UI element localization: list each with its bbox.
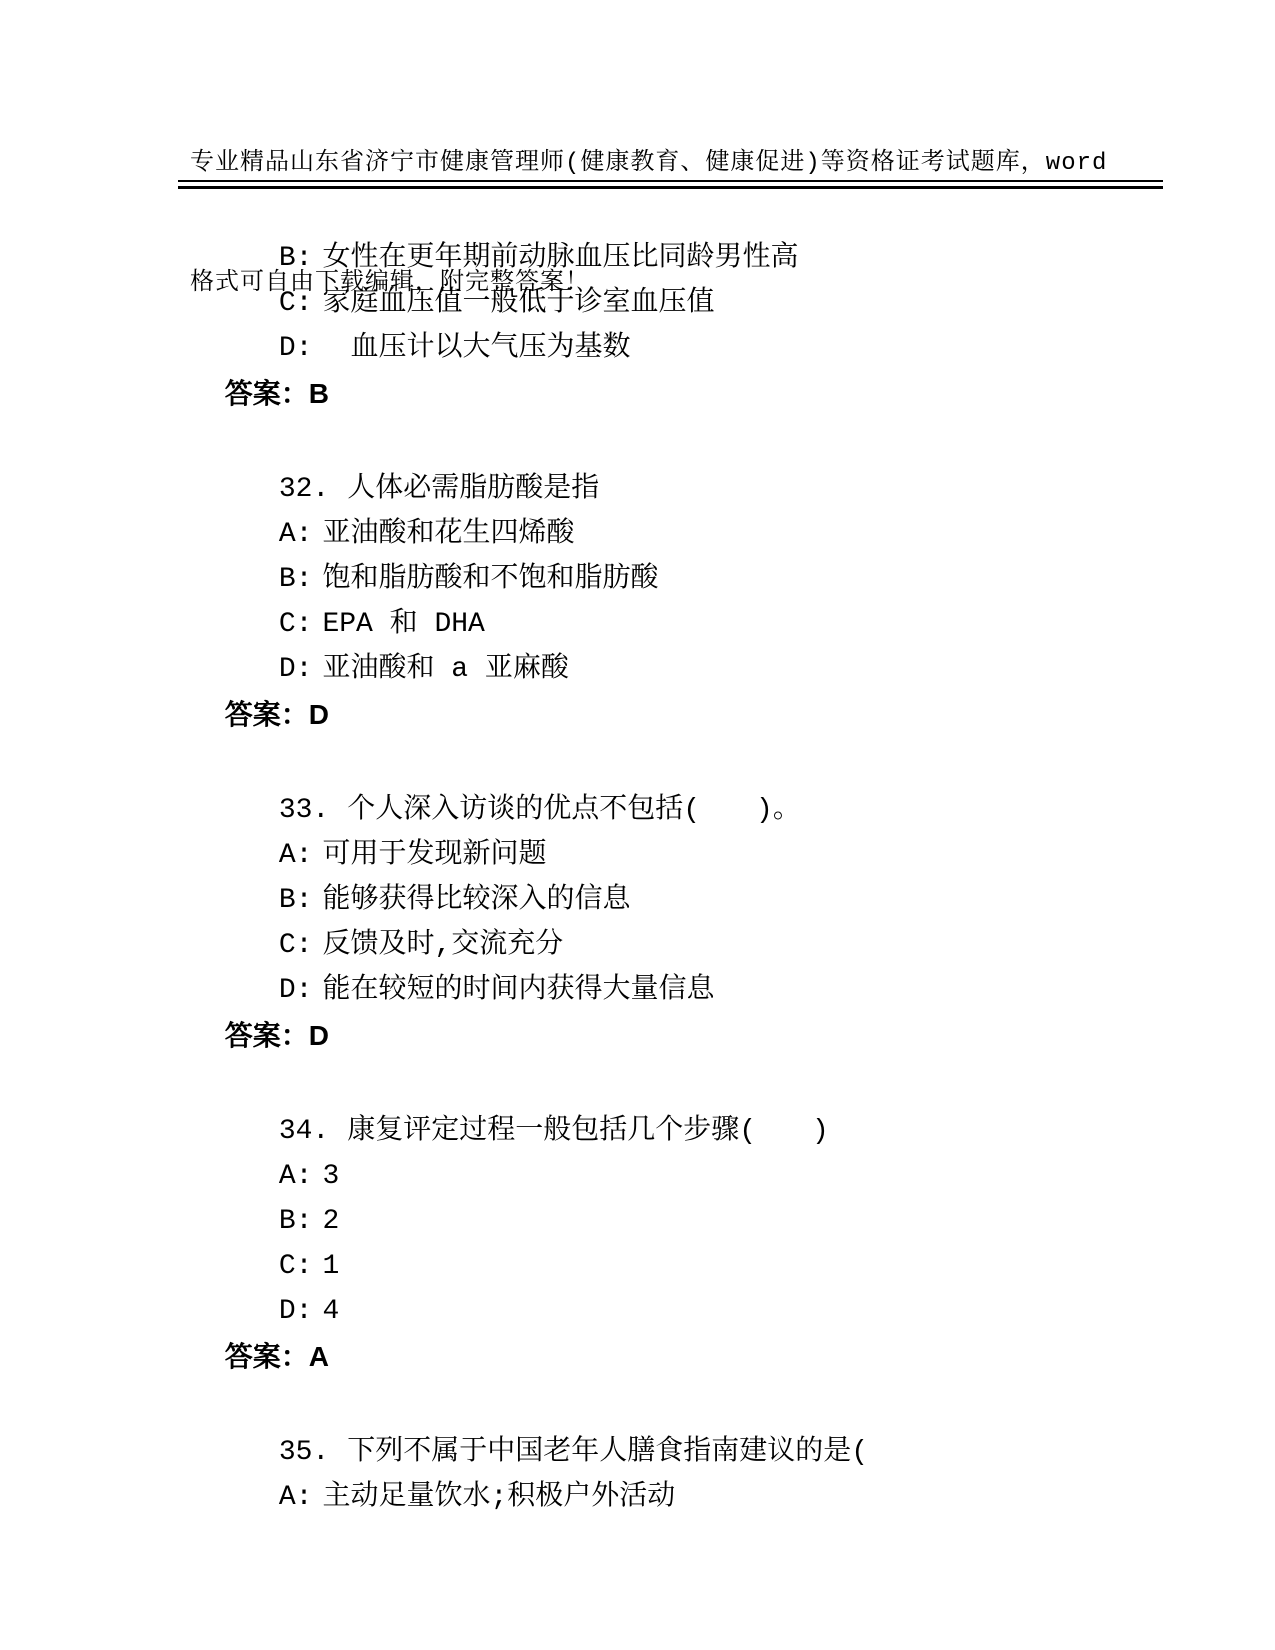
option-label: A: bbox=[278, 519, 313, 550]
question-block bbox=[178, 743, 1188, 1051]
question-text: 下列不属于中国老年人膳食指南建议的是( bbox=[347, 1437, 869, 1468]
question-number: 32. bbox=[278, 474, 330, 505]
option-text: 家庭血压值一般低于诊室血压值 bbox=[322, 288, 715, 319]
option-text: 2 bbox=[322, 1206, 340, 1237]
option-text: EPA 和 DHA bbox=[322, 609, 485, 640]
option-label: D: bbox=[278, 975, 313, 1006]
question-text: 康复评定过程一般包括几个步骤( ) bbox=[347, 1116, 829, 1147]
question-block bbox=[178, 1385, 1188, 1513]
question-block bbox=[178, 191, 1188, 409]
question-title bbox=[178, 1385, 1188, 1468]
option-label: C: bbox=[278, 1251, 313, 1282]
option-line bbox=[178, 191, 1188, 274]
option-label: D: bbox=[278, 1296, 313, 1327]
option-label: A: bbox=[278, 1161, 313, 1192]
question-number: 35. bbox=[278, 1437, 330, 1468]
option-text: 3 bbox=[322, 1161, 340, 1192]
option-text: 亚油酸和 a 亚麻酸 bbox=[322, 654, 569, 685]
option-label: D: bbox=[278, 654, 313, 685]
doc-header-line2: 格式可自由下载编辑，附完整答案！ bbox=[190, 270, 590, 297]
question-text: 个人深入访谈的优点不包括( )。 bbox=[347, 795, 801, 826]
option-text: 亚油酸和花生四烯酸 bbox=[322, 519, 575, 550]
option-text: 可用于发现新问题 bbox=[322, 840, 547, 871]
option-text: 能在较短的时间内获得大量信息 bbox=[322, 975, 715, 1006]
option-label: A: bbox=[278, 1482, 313, 1513]
option-label: B: bbox=[278, 1206, 313, 1237]
option-text: 反馈及时,交流充分 bbox=[322, 930, 564, 961]
question-title bbox=[178, 1064, 1188, 1147]
option-text: 女性在更年期前动脉血压比同龄男性高 bbox=[322, 243, 799, 274]
option-label: C: bbox=[278, 930, 313, 961]
answer-label: 答案： bbox=[224, 699, 309, 730]
doc-header-line1: 专业精品山东省济宁市健康管理师(健康教育、健康促进)等资格证考试题库，word bbox=[190, 150, 1108, 177]
option-label: B: bbox=[278, 885, 313, 916]
answer-label: 答案： bbox=[224, 1341, 309, 1372]
option-label: D: bbox=[278, 333, 313, 364]
option-text: 主动足量饮水;积极户外活动 bbox=[322, 1482, 676, 1513]
answer-label: 答案： bbox=[224, 378, 309, 409]
option-text: 1 bbox=[322, 1251, 340, 1282]
option-label: C: bbox=[278, 288, 313, 319]
answer-label: 答案： bbox=[224, 1020, 309, 1051]
answer-value: B bbox=[308, 378, 329, 409]
option-text: 能够获得比较深入的信息 bbox=[322, 885, 631, 916]
option-label: B: bbox=[278, 243, 313, 274]
question-list bbox=[178, 191, 1188, 1513]
question-title bbox=[178, 743, 1188, 826]
option-text: 血压计以大气压为基数 bbox=[322, 333, 631, 364]
answer-value: A bbox=[308, 1341, 329, 1372]
option-text: 4 bbox=[322, 1296, 340, 1327]
option-label: B: bbox=[278, 564, 313, 595]
answer-value: D bbox=[308, 699, 329, 730]
answer-value: D bbox=[308, 1020, 329, 1051]
option-text: 饱和脂肪酸和不饱和脂肪酸 bbox=[322, 564, 659, 595]
option-label: C: bbox=[278, 609, 313, 640]
question-block bbox=[178, 1064, 1188, 1372]
header-separator bbox=[178, 180, 1163, 189]
question-number: 34. bbox=[278, 1116, 330, 1147]
question-title bbox=[178, 422, 1188, 505]
question-number: 33. bbox=[278, 795, 330, 826]
question-text: 人体必需脂肪酸是指 bbox=[347, 474, 600, 505]
option-label: A: bbox=[278, 840, 313, 871]
question-block bbox=[178, 422, 1188, 730]
